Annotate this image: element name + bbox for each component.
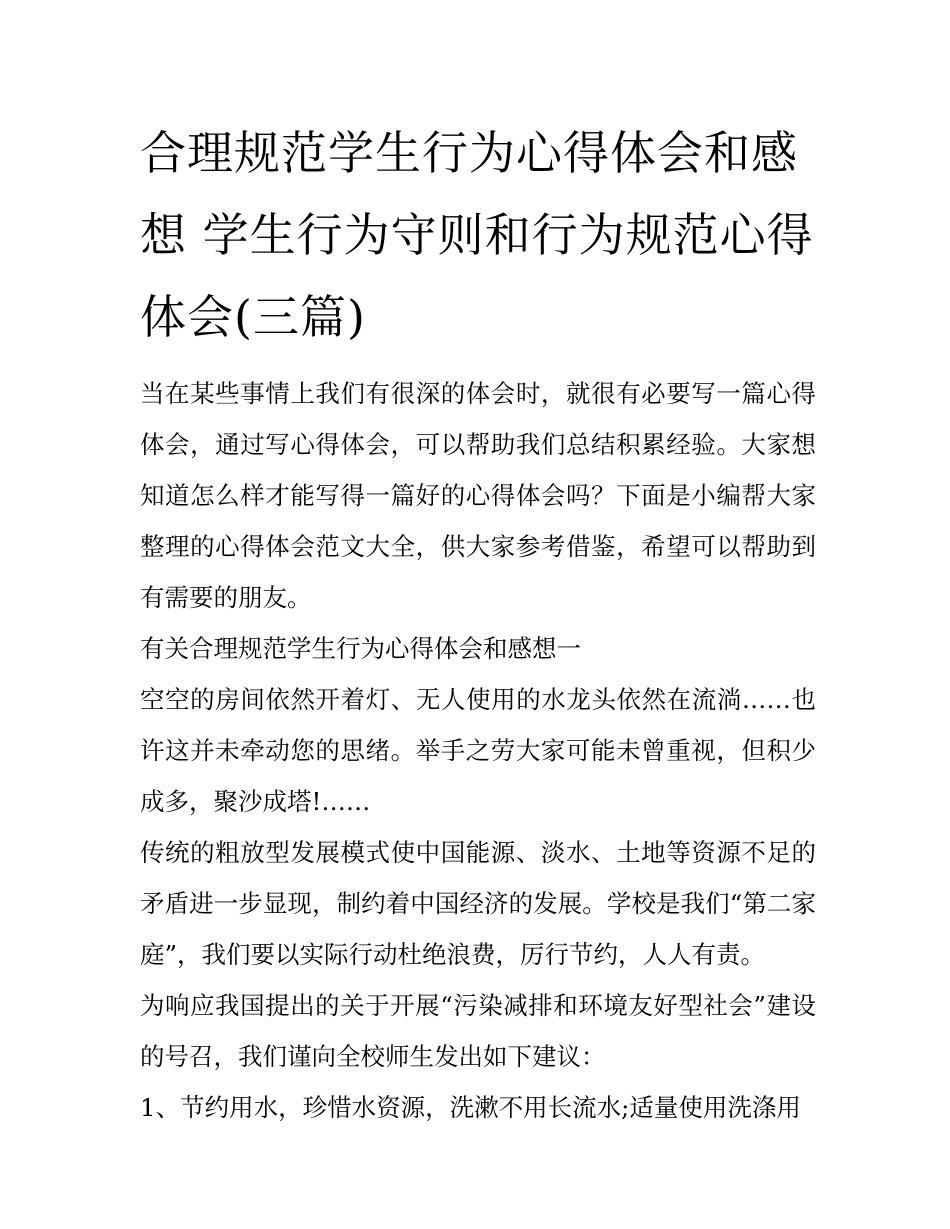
list-item: 1、节约用水，珍惜水资源，洗漱不用长流水;适量使用洗涤用 bbox=[140, 1093, 801, 1122]
body-paragraph: 为响应我国提出的关于开展“污染减排和环境友好型社会”建设的号召，我们谨向全校师生发出如下建议： bbox=[140, 991, 816, 1071]
document-body bbox=[140, 368, 816, 1133]
body-paragraph: 传统的粗放型发展模式使中国能源、淡水、土地等资源不足的矛盾进一步显现，制约着中国经济的发展。学校是我们“第二家庭”，我们要以实际行动杜绝浪费，厉行节约，人人有责。 bbox=[140, 838, 816, 969]
document-title: 合理规范学生行为心得体会和感想 学生行为守则和行为规范心得体会(三篇) bbox=[140, 126, 814, 344]
section-heading: 有关合理规范学生行为心得体会和感想一 bbox=[140, 634, 581, 663]
body-paragraph: 空空的房间依然开着灯、无人使用的水龙头依然在流淌……也许这并未牵动您的思绪。举手之劳大家可能未曾重视，但积少成多，聚沙成塔!…… bbox=[140, 685, 816, 816]
intro-paragraph: 当在某些事情上我们有很深的体会时，就很有必要写一篇心得体会，通过写心得体会，可以帮助我们总结积累经验。大家想知道怎么样才能写得一篇好的心得体会吗？下面是小编帮大家整理的心得体会范文大全，供大家参考借鉴，希望可以帮助到有需要的朋友。 bbox=[140, 379, 816, 612]
document-page bbox=[140, 112, 816, 1133]
